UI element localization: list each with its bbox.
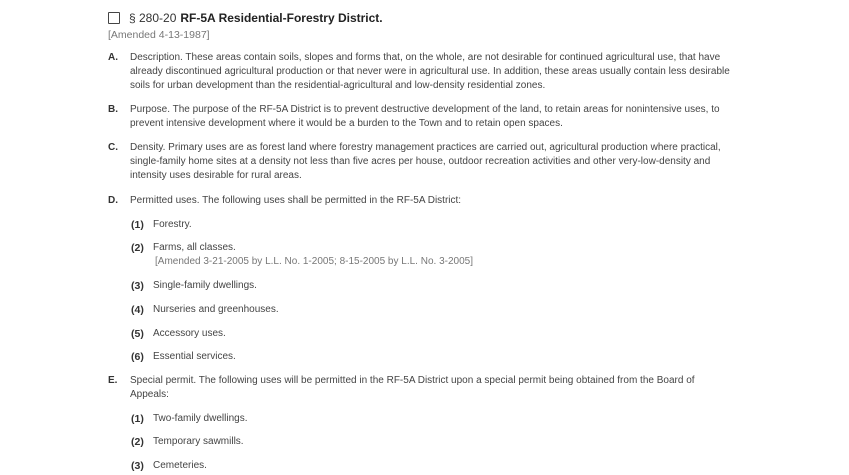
item-text-description: Description. These areas contain soils, slopes and forms that, on the whole, are not desirable for continued agricultural use, that have already discontinued agricultural production or that never were in agricultural use. In addition, these areas usually contain less desirable soils for urban development than the residential-agricultural and low-density residential zones.	[130, 52, 730, 91]
subitem-text: Essential services.	[153, 351, 236, 362]
subitem-label: (1)	[131, 413, 144, 425]
subitem-text: Farms, all classes.	[153, 242, 236, 253]
subitem-text: Single-family dwellings.	[153, 280, 257, 291]
section-number: § 280-20	[129, 11, 177, 25]
item-label: A.	[108, 52, 118, 63]
subitem-text: Two-family dwellings.	[153, 413, 248, 424]
item-text-permitted-uses: Permitted uses. The following uses shall be permitted in the RF-5A District:	[130, 195, 462, 206]
subitem-label: (1)	[131, 219, 144, 231]
subitem-text: Accessory uses.	[153, 328, 226, 339]
item-label: D.	[108, 195, 118, 206]
subitem-label: (4)	[131, 304, 144, 316]
subitem-label: (2)	[131, 242, 144, 254]
item-label: B.	[108, 104, 118, 115]
subitem-text: Forestry.	[153, 219, 192, 230]
item-label: E.	[108, 375, 118, 386]
item-text-density: Density. Primary uses are as forest land where forestry management practices are carried out, agricultural production where practical, single-family home sites at a density not less than five acres per house, outdoor recreation activities and other very-low-density and intensity uses desirable for rural areas.	[130, 142, 721, 181]
section-amended-note: [Amended 4-13-1987]	[108, 29, 210, 41]
subitem-text: Cemeteries.	[153, 460, 207, 471]
subitem-text: Temporary sawmills.	[153, 436, 244, 447]
item-label: C.	[108, 142, 118, 153]
section-checkbox[interactable]	[108, 12, 120, 24]
item-text-special-permit: Special permit. The following uses will be permitted in the RF-5A District upon a special permit being obtained from the Board of Appeals:	[130, 375, 695, 400]
subitem-label: (6)	[131, 351, 144, 363]
section-title-row	[108, 9, 383, 27]
item-text-purpose: Purpose. The purpose of the RF-5A District is to prevent destructive development of the land, to retain areas for nonintensive uses, to prevent intensive development where it would be a burden to the Town and to retain open spaces.	[130, 104, 720, 129]
section-title: RF-5A Residential-Forestry District.	[180, 11, 383, 25]
subitem-label: (3)	[131, 280, 144, 292]
subitem-label: (5)	[131, 328, 144, 340]
subitem-label: (3)	[131, 460, 144, 472]
subitem-label: (2)	[131, 436, 144, 448]
subitem-amended-note: [Amended 3-21-2005 by L.L. No. 1-2005; 8-15-2005 by L.L. No. 3-2005]	[155, 256, 473, 267]
subitem-text: Nurseries and greenhouses.	[153, 304, 279, 315]
